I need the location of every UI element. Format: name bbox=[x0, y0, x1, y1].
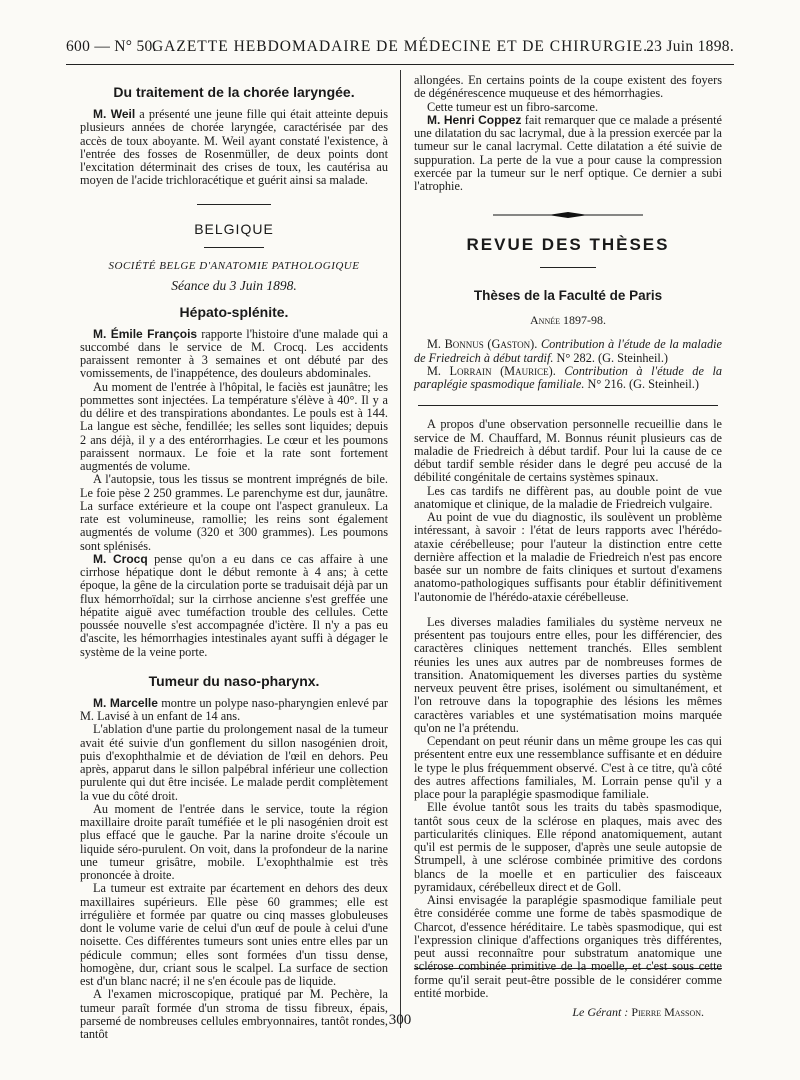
paragraph-hepato-2: Au moment de l'entrée à l'hôpital, le faciès est jaunâtre; les pommettes sont injectées. La température s'élève à 40°. Il y a du délire et des transpirations abondantes. Le pouls est à 144. La langue est sèche, fendillée; les selles sont liquides; depuis 2 ans déjà, il y a des entérorrhagies. Le cœur et les poumons paraissent normaux. Le foie et la rate sont fortement augmentés de volume. bbox=[80, 379, 388, 473]
society-name: SOCIÉTÉ BELGE D'ANATOMIE PATHOLOGIQUE bbox=[108, 259, 360, 272]
bib-details: N° 282. (G. Steinheil.) bbox=[556, 350, 669, 365]
gerant-name: Pierre Masson. bbox=[631, 1005, 704, 1019]
ornament-rule bbox=[493, 211, 643, 219]
paragraph-crocq bbox=[80, 553, 388, 659]
section-title-tumeur: Tumeur du naso-pharynx. bbox=[148, 672, 320, 689]
paragraph-review-1: A propos d'une observation personnelle recueillie dans le service de M. Chauffard, M. Bonnus réunit plusieurs cas de maladie de Friedreich à début tardif. Pour lui la cause de ce début tardif semble résider dans le degré peu accusé de la débilité congénitale de certains systèmes spinaux. bbox=[414, 417, 722, 485]
paragraph-marcelle bbox=[80, 697, 388, 724]
left-column bbox=[80, 74, 388, 1041]
paragraph-crocq-text: pense qu'on a eu dans ce cas affaire à une cirrhose hépatique dont le début remonte à 4 ans; à cette époque, la gêne de la circulation porte se traduisait déjà par un flux hémorrhoïdal; sur la cirrhose ancienne s'est greffée une hépatite aiguë avec tuméfaction trouble des cellules. Cette poussée nouvelle s'est accompagnée d'ictère. Il n'y a pas eu d'ascite, les hémorrhagies intestinales ayant suffi à dégager le système de la veine porte. bbox=[80, 551, 388, 659]
speaker-marcelle: M. Marcelle bbox=[93, 695, 158, 710]
paragraph-review-2: Les cas tardifs ne diffèrent pas, au double point de vue anatomique et clinique, de la maladie de Friedreich vulgaire. bbox=[414, 483, 722, 511]
column-divider bbox=[400, 70, 401, 1028]
paragraph-coppez bbox=[414, 114, 722, 194]
paragraph-tumeur-3: Au moment de l'entrée dans le service, toute la région maxillaire droite paraît tuméfiée et le pli nasogénien droit est plus effacé que le gauche. Par la narine droite s'écoule un liquide séro-purulent. On voit, dans la profondeur de la narine une tumeur grisâtre, mobile. L'exophthalmie est très prononcée à droite. bbox=[80, 801, 388, 882]
paragraph-continuation: allongées. En certains points de la coupe existent des foyers de dégénérescence muqueuse et des hémorrhagies. bbox=[414, 73, 722, 101]
journal-title: GAZETTE HEBDOMADAIRE DE MÉDECINE ET DE CHIRURGIE. bbox=[151, 38, 648, 55]
revue-heading: REVUE DES THÈSES bbox=[466, 235, 670, 255]
bib-details: N° 216. (G. Steinheil.) bbox=[587, 377, 699, 391]
page-number: 300 bbox=[388, 1012, 412, 1028]
paragraph-fibrosarcome: Cette tumeur est un fibro-sarcome. bbox=[427, 99, 599, 114]
issue-number: 600 — N° 50. bbox=[66, 38, 157, 55]
gerant-label: Le Gérant : bbox=[572, 1005, 629, 1019]
paragraph-weil-text: a présenté une jeune fille qui était atteinte depuis plusieurs années de chorée laryngée, caractérisée par des accès de toux aboyante. M. Weil ayant constaté l'existence, à l'entrée des fosses de Rosenmüller, de deux points dont l'excitation déterminait des crises de toux, les cautérisa au moyen de l'acide trichloracétique et guérit ainsi sa malade. bbox=[80, 107, 388, 188]
paragraph-review-6: Elle évolue tantôt sous les traits du tabès spasmodique, tantôt sous ceux de la sclérose en plaques, mais avec des particularités cliniques. Elle répond anatomiquement, autant qu'il est permis de le supposer, d'après une seule autopsie de Strumpell, à une sclérose combinée primitive des cordons blancs de la moelle et en particulier des faisceaux pyramidaux, cérébelleux direct et de Goll. bbox=[414, 800, 722, 894]
speaker-francois: M. Émile François bbox=[93, 326, 198, 341]
paragraph-tumeur-2: L'ablation d'une partie du prolongement nasal de la tumeur avait été suivie d'un gonflement du sillon nasogénien droit, puis d'exophthalmie et de déviation de l'œil en dehors. Peu après, apparut dans le sillon palpébral inférieur une collection purulente qui dut être incisée. Le malade perdit complètement la vue du côté droit. bbox=[80, 722, 388, 803]
paragraph-marcelle-text: montre un polype naso-pharyngien enlevé par M. Lavisé à un enfant de 14 ans. bbox=[80, 695, 388, 723]
speaker-coppez: M. Henri Coppez bbox=[427, 112, 522, 127]
right-column bbox=[414, 74, 722, 1000]
country-heading: BELGIQUE bbox=[194, 220, 274, 237]
bib-author: M. Bonnus (Gaston). bbox=[427, 337, 538, 352]
paragraph-review-4: Les diverses maladies familiales du système nerveux ne présentent pas toujours entre elles, pour les différencier, des caractères cliniques nettement tranchés. Elles semblent réunies les unes aux autres par de nombreuses formes de transition. Anatomiquement les diverses parties du système nerveux peuvent être prises, isolément ou simultanément, et l'on retrouve dans la topographie des lésions les mêmes caractères variables et une systématisation moins marquée qu'on ne l'a prétendu. bbox=[414, 614, 722, 735]
session-date: Séance du 3 Juin 1898. bbox=[171, 277, 297, 293]
paragraph-review-3: Au point de vue du diagnostic, ils soulèvent un problème intéressant, à savoir : l'état de leurs rapports avec l'hérédo-ataxie cérébelleuse; pour l'auteur la distinction entre cette dernière affection et la maladie de Friedreich n'est pas encore basée sur un nombre de faits cliniques et surtout d'examens anatomo-pathologiques suffisants pour établir définitivement l'autonomie de l'hérédo-ataxie cérébelleuse. bbox=[414, 510, 722, 604]
bib-title: Contribution à l'étude de la paraplégie spasmodique familiale. bbox=[414, 363, 723, 391]
paragraph-francois-text: rapporte l'histoire d'une malade qui a succombé dans le service de M. Crocq. Les accidents paraissent remonter à 3 semaines et ont débuté par des vomissements, de l'inappétence, des douleurs abdominales. bbox=[80, 326, 388, 381]
academic-year bbox=[414, 313, 722, 328]
bibliography-entry-bonnus bbox=[414, 338, 722, 365]
footer-rule bbox=[414, 968, 722, 969]
paragraph-review-7: Ainsi envisagée la paraplégie spasmodique familiale peut être considérée comme une forme de tabès spasmodique de Charcot, d'essence héréditaire. Le tabès spasmodique, qui est l'expression clinique d'affections organiques très différentes, peut aussi reconnaître pour substratum anatomique une sclérose combinée primitive de la moelle, et c'est sous cette forme qu'il serait peut-être possible de le considérer comme entité morbide. bbox=[414, 893, 722, 1000]
bib-author: M. Lorrain (Maurice). bbox=[427, 363, 556, 378]
theses-heading: Thèses de la Faculté de Paris bbox=[473, 288, 663, 304]
bibliography-entry-lorrain bbox=[414, 365, 722, 392]
section-title-hepato: Hépato-splénite. bbox=[179, 303, 289, 320]
running-header bbox=[66, 38, 734, 60]
header-rule bbox=[66, 64, 734, 65]
section-title-choree: Du traitement de la chorée laryngée. bbox=[113, 84, 355, 100]
paragraph-review-5: Cependant on peut réunir dans un même groupe les cas qui présentent entre eux une ressemblance suffisante et en déduire le type le plus fréquemment observé. C'est à ce titre, qu'à côté des autres affections familiales, M. Lorrain pense qu'il y a place pour la paraplégie spasmodique familiale. bbox=[414, 734, 722, 801]
paragraph-francois bbox=[80, 328, 388, 381]
academic-year-text: Année 1897-98. bbox=[530, 313, 606, 328]
paragraph-hepato-3: A l'autopsie, tous les tissus se montrent imprégnés de bile. Le foie pèse 2 250 grammes. Le parenchyme est dur, jaunâtre. La surface extérieure et la coupe ont l'aspect granuleux. La rate est volumineuse, ramollie; les reins sont également augmentés de volume (320 et 300 grammes). Les poumons sont splénisés. bbox=[80, 472, 388, 553]
paragraph-weil bbox=[80, 108, 388, 188]
paragraph-coppez-text: fait remarquer que ce malade a présenté une dilatation du sac lacrymal, due à la pression exercée par la tumeur sur le canal lacrymal. Cette dilatation a été suivie de suppuration. La perte de la vue a pour cause la compression exercée par la tumeur sur le nerf optique. Ce dernier a subi l'atrophie. bbox=[414, 112, 722, 193]
speaker-weil: M. Weil bbox=[93, 107, 136, 121]
paragraph-tumeur-5: A l'examen microscopique, pratiqué par M. Pechère, la tumeur paraît formée d'un stroma de tissu fibreux, épais, parsemé de nombreuses cellules embryonnaires, tantôt rondes, tantôt bbox=[80, 987, 388, 1041]
paragraph-tumeur-4: La tumeur est extraite par écartement en dehors des deux maxillaires supérieurs. Elle pèse 60 grammes; elle est irrégulière et formée par quatre ou cinq masses globuleuses dont le volume varie de celui d'un œuf de poule à celui d'une noisette. Ces différentes tumeurs sont unies entre elles par un pédicule commun; elles sont formées d'un tissu dense, homogène, dur, criant sous le scalpel. La surface de section est d'un blanc nacré; il ne s'en écoule pas de liquide. bbox=[80, 881, 388, 988]
bib-title: Contribution à l'étude de la maladie de Friedreich à début tardif. bbox=[414, 337, 722, 365]
issue-date: 23 Juin 1898. bbox=[646, 38, 734, 55]
speaker-crocq: M. Crocq bbox=[93, 551, 148, 566]
